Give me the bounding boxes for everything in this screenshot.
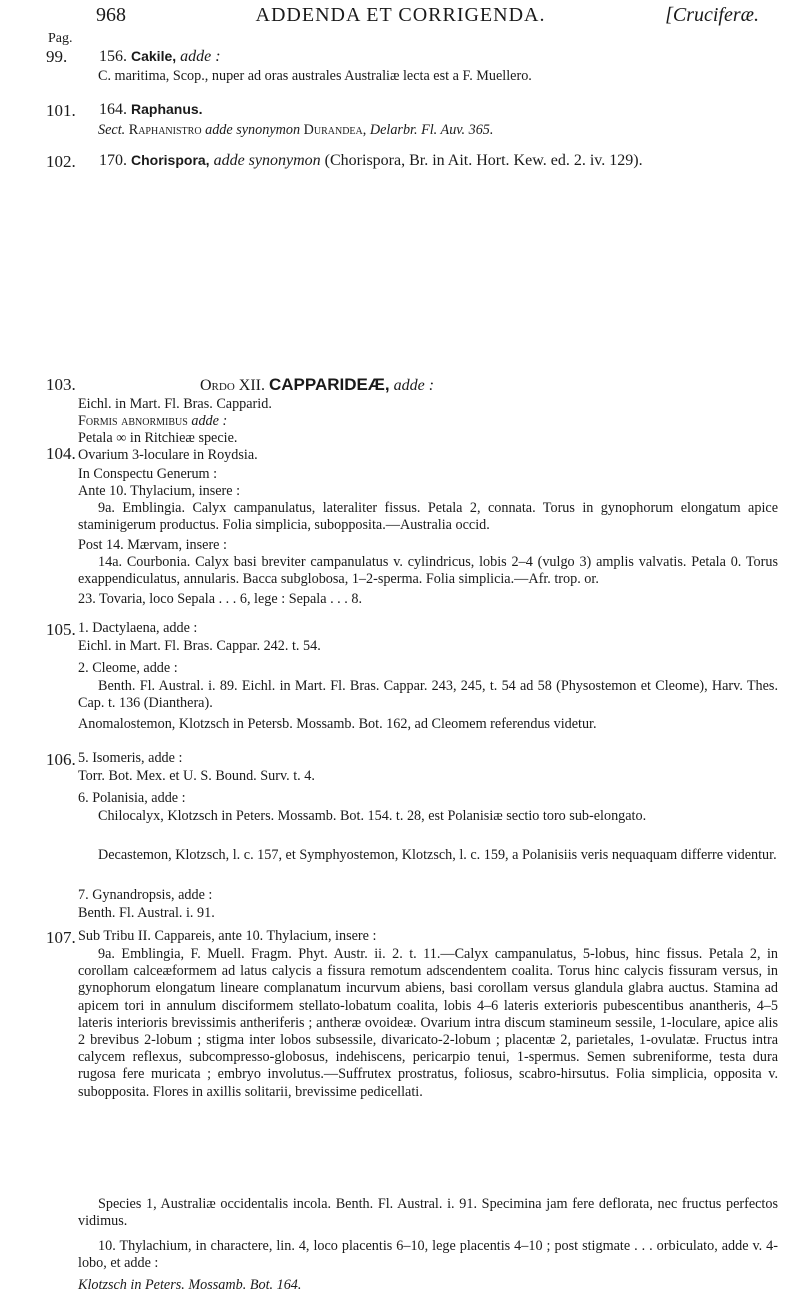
subheading: Formis abnormibus adde : (78, 413, 228, 429)
page-ref: 106. (46, 750, 76, 769)
genus-line: 6. Polanisia, adde : (78, 790, 186, 806)
description-paragraph: 9a. Emblingia. Calyx campanulatus, lateraliter fissus. Petala 2, connata. Torus in gynophorum elongatum apice staminigerum productus. Folia simplicia, subopposita.—Australia occid. (78, 500, 778, 534)
reference-line: Eichl. in Mart. Fl. Bras. Cappar. 242. t. 54. (78, 638, 321, 654)
description-paragraph: 14a. Courbonia. Calyx basi breviter campanulatus v. cylindricus, lobis 2–4 (vulgo 3) amplis valvatis. Petala 0. Torus exappendiculatus, annularis. Bacca subglobosa, 1–2-sperma. Folia simplicia.—Afr. trop. or. (78, 554, 778, 588)
family-label: [Cruciferæ. (665, 4, 759, 26)
reference-line: Eichl. in Mart. Fl. Bras. Capparid. (78, 396, 272, 412)
reference-line: Klotzsch in Peters. Mossamb. Bot. 164. (78, 1277, 302, 1293)
pag-label: Pag. (48, 31, 73, 46)
insert-line: Ante 10. Thylacium, insere : (78, 483, 241, 499)
genus-line: 1. Dactylaena, adde : (78, 620, 198, 636)
reference-paragraph: Decastemon, Klotzsch, l. c. 157, et Symphyostemon, Klotzsch, l. c. 159, a Polanisiis veris nequaquam differre videntur. (98, 847, 777, 863)
genus-line: 7. Gynandropsis, adde : (78, 887, 213, 903)
genus-line: 2. Cleome, adde : (78, 660, 178, 676)
genus-line: 5. Isomeris, adde : (78, 750, 183, 766)
page-ref: 104. (46, 444, 76, 463)
running-header (0, 4, 801, 32)
page-ref: 101. (46, 101, 76, 120)
description-paragraph: 9a. Emblingia, F. Muell. Fragm. Phyt. Austr. ii. 2. t. 11.—Calyx campanulatus, 5-lobus, hinc fissus. Petala 2, in corollam calceæformem ad latus calycis a fissura remotum adscendentem coalita. Torus hinc calycis fissuram versus, in gynophorum elongatum lineare complanatum incurvum abiens, basi corollam versus glandula glabra auctus. Stamina ad apicem tori in annulum disciformem stellato-lobatum coalita, lobis 4–6 lateris exterioris pubescentibus anantheris, 4–5 lateris interioris brevissimis antheriferis ; antheræ ovoideæ. Ovarium intra discum stamineum sessile, 1-loculare, apice alis 2 brevibus 2-lobum ; stigma inter lobos subsessile, divaricato-2-lobum ; placentæ 2, parietales, 1-ovulatæ. Fructus intra calycem reflexus, subcompresso-globosus, indehiscens, pericarpio tenui, 1-spermus. Semen subreniforme, testa dura rugosa fere muricata ; embryo involutus.—Suffrutex prostratus, foliosus, scabro-hirsutus. Folia simplicia, opposita v. subopposita. Flores in axillis solitarii, brevissime pedicellati. (78, 946, 778, 1100)
correction-line: 23. Tovaria, loco Sepala . . . 6, lege : Sepala . . . 8. (78, 591, 362, 607)
page-title: ADDENDA ET CORRIGENDA. (255, 4, 546, 26)
insert-line: Sub Tribu II. Cappareis, ante 10. Thylacium, insere : (78, 928, 377, 944)
page-ref: 99. (46, 47, 68, 66)
reference-paragraph: Chilocalyx, Klotzsch in Peters. Mossamb. Bot. 154. t. 28, est Polanisiæ sectio toro sub-elongato. (98, 808, 647, 824)
correction-paragraph: 10. Thylachium, in charactere, lin. 4, loco placentis 6–10, lege placentis 4–10 ; post stigmate . . . orbiculato, adde v. 4-lobo, et adde : (78, 1238, 778, 1272)
page-ref: 103. (46, 375, 76, 394)
entry-raphanus: 164. Raphanus. (99, 101, 203, 118)
reference-paragraph: Benth. Fl. Austral. i. 89. Eichl. in Mart. Fl. Bras. Cappar. 243, 245, t. 54 ad 58 (Physostemon et Cleome), Harv. Thes. Cap. t. 136 (Dianthera). (78, 678, 778, 712)
entry-line: Sect. Raphanistro adde synonymon Durandea, Delarbr. Fl. Auv. 365. (98, 122, 494, 138)
section-heading: Ordo XII. CAPPARIDEÆ, adde : (200, 375, 435, 394)
entry-chorispora: 170. Chorispora, adde synonymon (Chorispora, Br. in Ait. Hort. Kew. ed. 2. iv. 129). (99, 152, 643, 169)
page-ref: 102. (46, 152, 76, 171)
reference-line: Benth. Fl. Austral. i. 91. (78, 905, 215, 921)
insert-line: Post 14. Mærvam, insere : (78, 537, 227, 553)
description-paragraph: Species 1, Australiæ occidentalis incola. Benth. Fl. Austral. i. 91. Specimina jam fere deflorata, nec fructus perfectos vidimus. (78, 1196, 778, 1230)
page-ref: 107. (46, 928, 76, 947)
reference-line: Ovarium 3-loculare in Roydsia. (78, 447, 258, 463)
page-ref: 105. (46, 620, 76, 639)
subheading: In Conspectu Generum : (78, 466, 218, 482)
entry-line: C. maritima, Scop., nuper ad oras australes Australiæ lecta est a F. Muellero. (98, 68, 532, 84)
page-number: 968 (96, 4, 126, 26)
reference-line: Petala ∞ in Ritchieæ specie. (78, 430, 238, 446)
reference-line: Anomalostemon, Klotzsch in Petersb. Mossamb. Bot. 162, ad Cleomem referendus videtur. (78, 716, 597, 732)
reference-line: Torr. Bot. Mex. et U. S. Bound. Surv. t. 4. (78, 768, 315, 784)
entry-cakile: 156. Cakile, adde : (99, 48, 221, 65)
